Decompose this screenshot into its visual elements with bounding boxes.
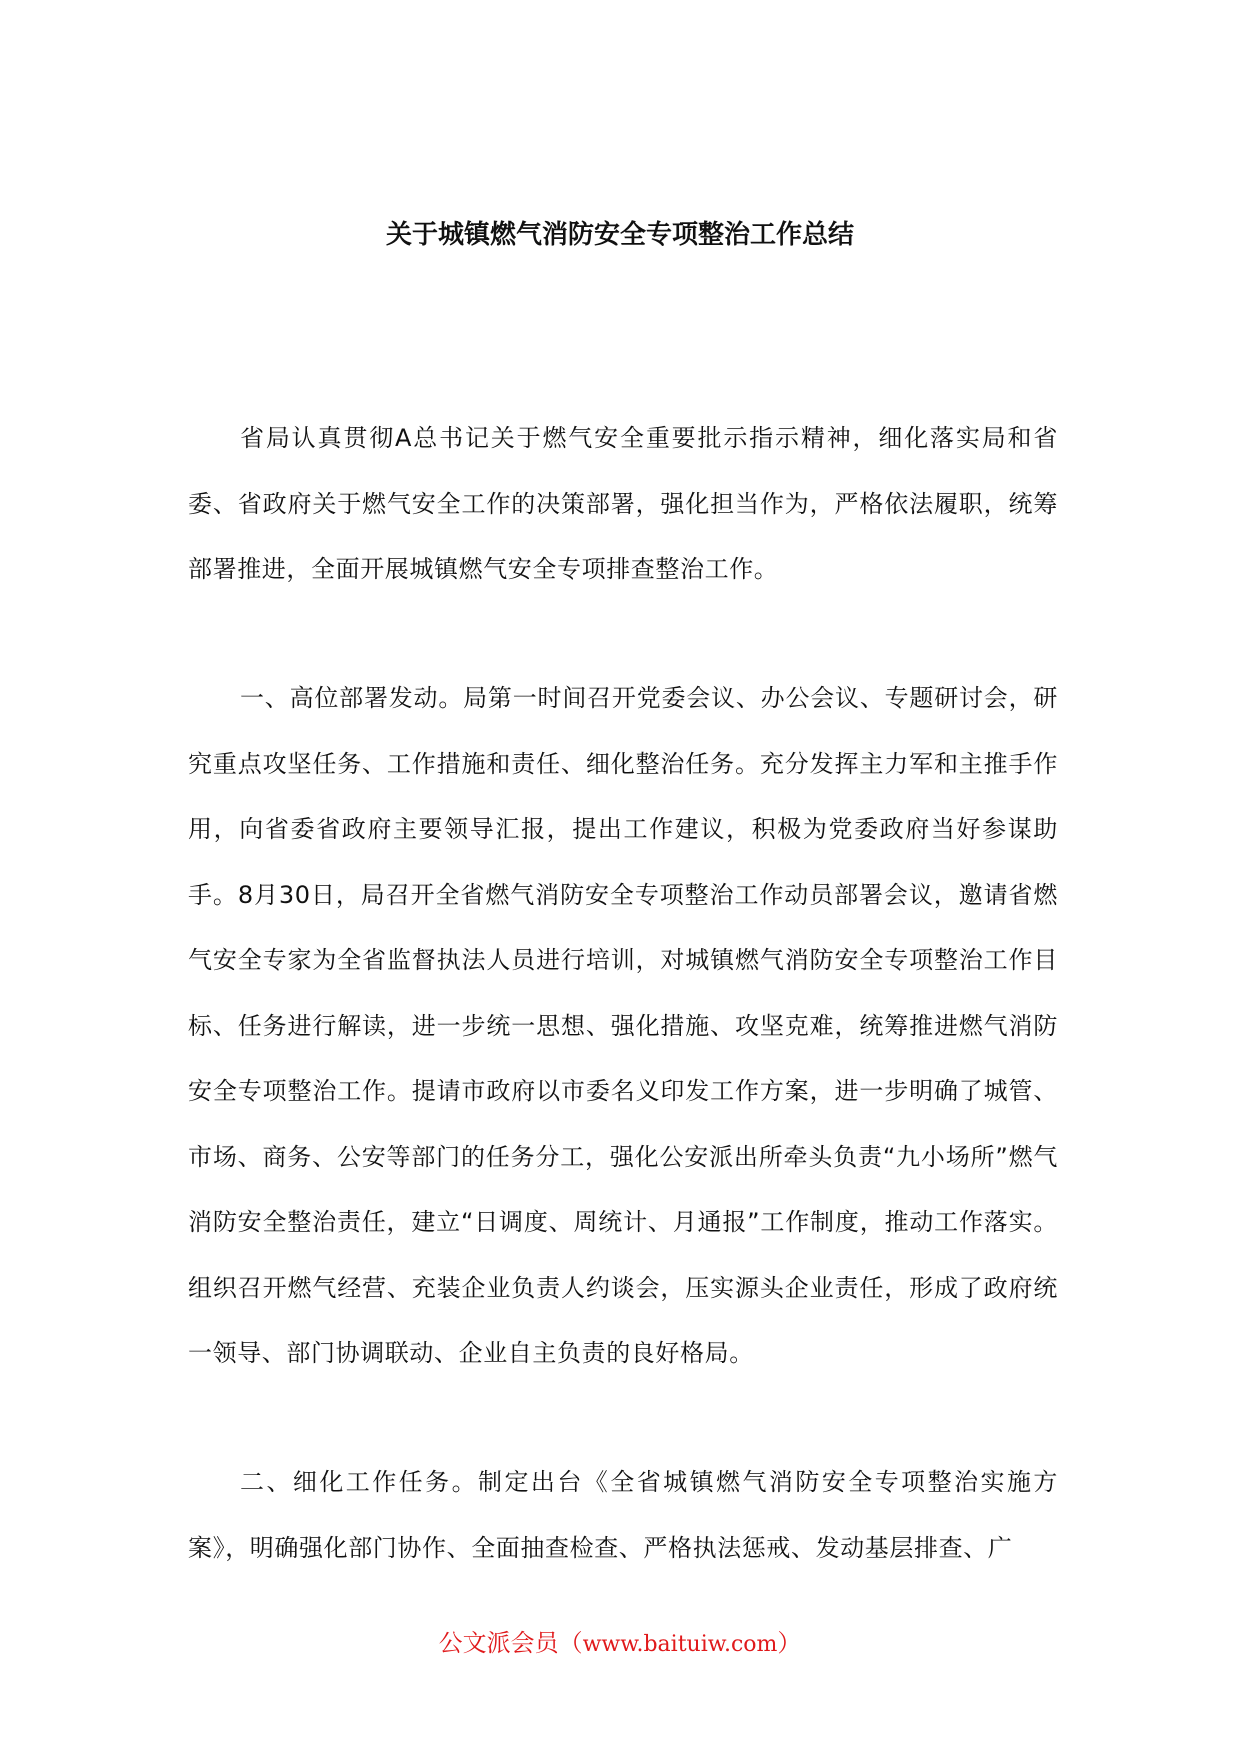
footer-brand: 公文派会员（ <box>438 1629 583 1657</box>
document-title: 关于城镇燃气消防安全专项整治工作总结 <box>385 220 854 250</box>
footer-url[interactable]: www.baituiw.com <box>582 1632 778 1657</box>
paragraph-intro: 省局认真贯彻A总书记关于燃气安全重要批示指示精神，细化落实局和省委、省政府关于燃气安全工作的决策部署，强化担当作为，严格依法履职，统筹部署推进，全面开展城镇燃气安全专项排查整治工作。 <box>188 424 1058 583</box>
footer-close: ） <box>777 1629 802 1657</box>
paragraph-section-2: 二、细化工作任务。制定出台《全省城镇燃气消防安全专项整治实施方案》，明确强化部门协作、全面抽查检查、严格执法惩戒、发动基层排查、广 <box>188 1468 1058 1562</box>
paragraph-section-1: 一、高位部署发动。局第一时间召开党委会议、办公会议、专题研讨会，研究重点攻坚任务、工作措施和责任、细化整治任务。充分发挥主力军和主推手作用，向省委省政府主要领导汇报，提出工作建议，积极为党委政府当好参谋助手。8月30日，局召开全省燃气消防安全专项整治工作动员部署会议，邀请省燃气安全专家为全省监督执法人员进行培训，对城镇燃气消防安全专项整治工作目标、任务进行解读，进一步统一思想、强化措施、攻坚克难，统筹推进燃气消防安全专项整治工作。提请市政府以市委名义印发工作方案，进一步明确了城管、市场、商务、公安等部门的任务分工，强化公安派出所牵头负责“九小场所”燃气消防安全整治责任，建立“日调度、周统计、月通报”工作制度，推动工作落实。组织召开燃气经营、充装企业负责人约谈会，压实源头企业责任，形成了政府统一领导、部门协调联动、企业自主负责的良好格局。 <box>188 684 1058 1367</box>
watermark-footer <box>0 1623 1240 1658</box>
